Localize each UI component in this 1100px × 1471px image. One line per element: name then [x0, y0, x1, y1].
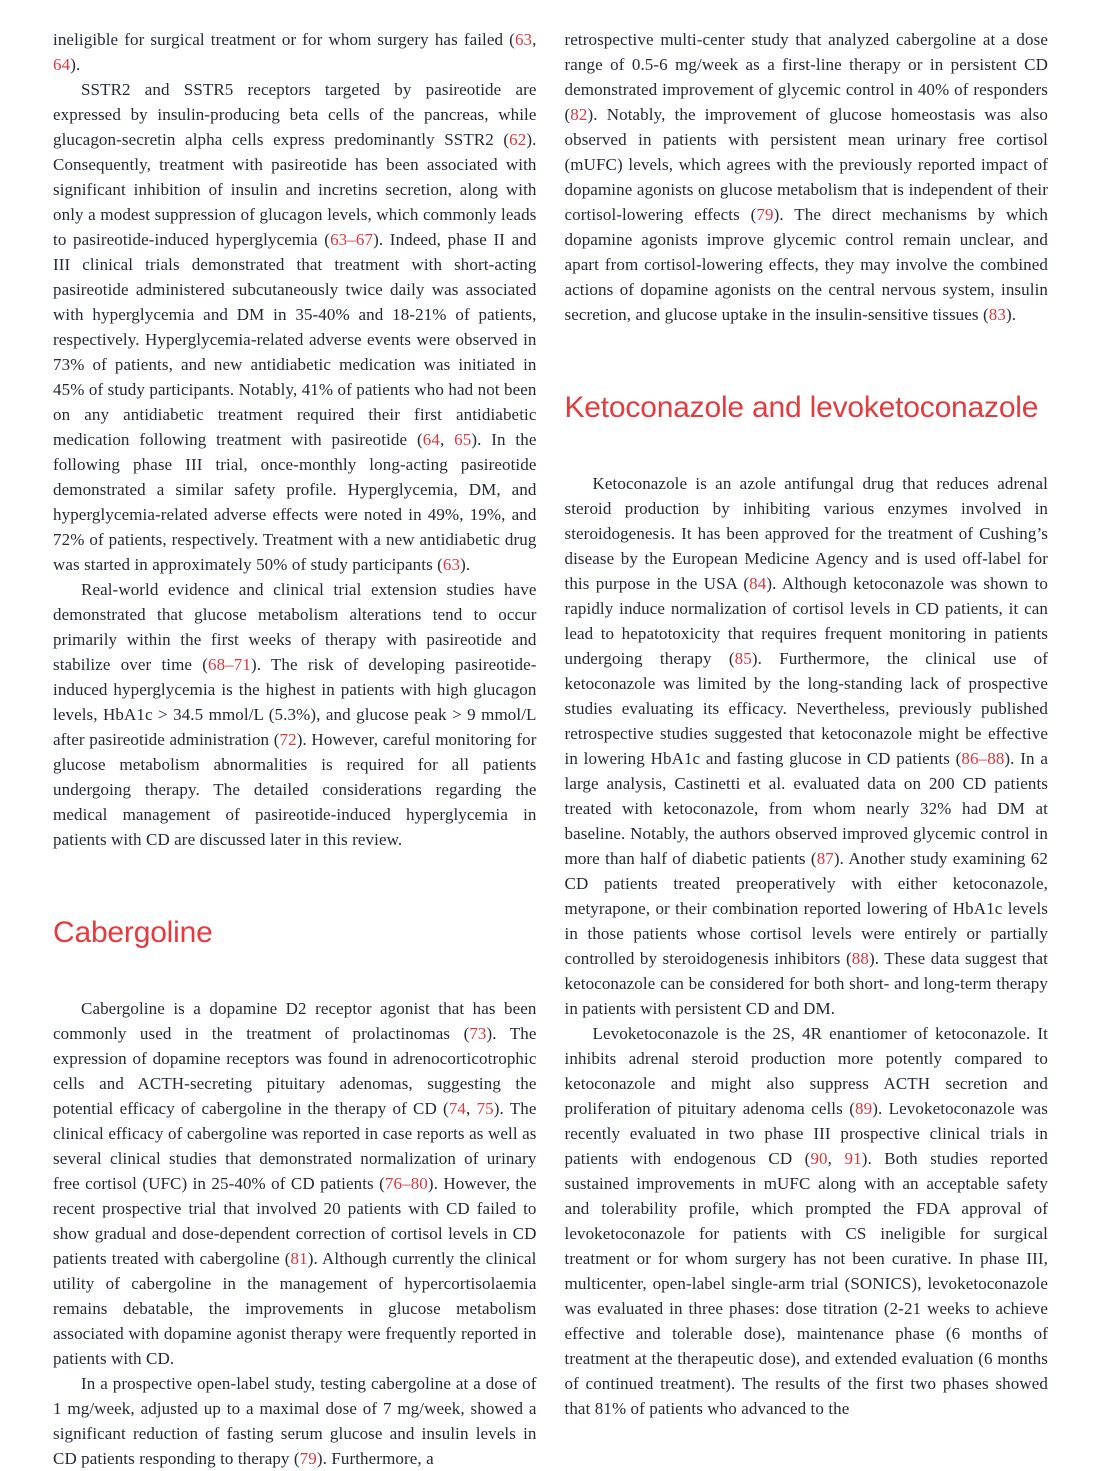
paragraph: SSTR2 and SSTR5 receptors targeted by pasireotide are expressed by insulin-producing beta cells of the pancreas, while glucagon-secretin alpha cells express predominantly SSTR2 (62). Consequently, treatment with pasireotide has been associated with significant inhibition of insulin and incretins secretion, along with only a modest suppression of glucagon levels, which commonly leads to pasireotide-induced hyperglycemia (63–67). Indeed, phase II and III clinical trials demonstrated that treatment with short-acting pasireotide administered subcutaneously twice daily was associated with hyperglycemia and DM in 35-40% and 18-21% of patients, respectively. Hyperglycemia-related adverse events were observed in 73% of patients, and new antidiabetic medication was initiated in 45% of study participants. Notably, 41% of patients who had not been on any antidiabetic treatment required their first antidiabetic medication following treatment with pasireotide (64, 65). In the following phase III trial, once-monthly long-acting pasireotide demonstrated a similar safety profile. Hyperglycemia, DM, and hyperglycemia-related adverse effects were noted in 49%, 19%, and 72% of patients, respectively. Treatment with a new antidiabetic drug was started in approximately 50% of study participants (63).: [53, 80, 537, 574]
citation-link[interactable]: 75: [476, 1099, 494, 1118]
citation-link[interactable]: 65: [454, 430, 472, 449]
paragraph-continuation: retrospective multi-center study that analyzed cabergoline at a dose range of 0.5-6 mg/week as a first-line therapy or in persistent CD demonstrated improvement of glycemic control in 40% of responders (82). Notably, the improvement of glucose homeostasis was also observed in patients with persistent mean urinary free cortisol (mUFC) levels, which agrees with the previously reported impact of dopamine agonists on glucose metabolism that is independent of their cortisol-lowering effects (79). The direct mechanisms by which dopamine agonists improve glycemic control remain unclear, and apart from cortisol-lowering effects, they may involve the combined actions of dopamine agonists on the central nervous system, insulin secretion, and glucose uptake in the insulin-sensitive tissues (83).: [564, 30, 1048, 324]
paragraph: Levoketoconazole is the 2S, 4R enantiomer of ketoconazole. It inhibits adrenal steroid production more potently compared to ketoconazole and might also suppress ACTH secretion and proliferation of pituitary adenoma cells (89). Levoketoconazole was recently evaluated in two phase III prospective clinical trials in patients with endogenous CD (90, 91). Both studies reported sustained improvements in mUFC along with an acceptable safety and tolerability profile, which prompted the FDA approval of levoketoconazole for patients with CS ineligible for surgical treatment or for whom surgery has not been curative. In phase III, multicenter, open-label single-arm trial (SONICS), levoketoconazole was evaluated in three phases: dose titration (2-21 weeks to achieve effective and tolerable dose), maintenance phase (6 months of treatment at the therapeutic dose), and extended evaluation (6 months of continued treatment). The results of the first two phases showed that 81% of patients who advanced to the: [564, 1024, 1049, 1418]
citation-link[interactable]: 72: [279, 730, 297, 749]
citation-link[interactable]: 76–80: [384, 1174, 428, 1193]
citation-link[interactable]: 88: [851, 949, 869, 968]
citation-link[interactable]: 82: [570, 105, 588, 124]
citation-link[interactable]: 87: [816, 849, 834, 868]
citation-link[interactable]: 79: [756, 205, 774, 224]
citation-link[interactable]: 63: [442, 555, 461, 574]
citation-link[interactable]: 83: [988, 305, 1006, 324]
paragraph: In a prospective open-label study, testing cabergoline at a dose of 1 mg/week, adjusted up to a maximal dose of 7 mg/week, showed a significant reduction of fasting serum glucose and insulin levels in CD patients responding to therapy (79). Furthermore, a: [53, 1374, 537, 1468]
left-column: [53, 27, 537, 1471]
two-column-layout: [53, 27, 1048, 1471]
paragraph: Cabergoline is a dopamine D2 receptor agonist that has been commonly used in the treatment of prolactinomas (73). The expression of dopamine receptors was found in adrenocorticotrophic cells and ACTH-secreting pituitary adenomas, suggesting the potential efficacy of cabergoline in the therapy of CD (74, 75). The clinical efficacy of cabergoline was reported in case reports as well as several clinical studies that demonstrated normalization of urinary free cortisol (UFC) in 25-40% of CD patients (76–80). However, the recent prospective trial that involved 20 patients with CD failed to show gradual and dose-dependent correction of cortisol levels in CD patients treated with cabergoline (81). Although currently the clinical utility of cabergoline in the management of hypercortisolaemia remains debatable, the improvements in glucose metabolism associated with dopamine agonist therapy were frequently reported in patients with CD.: [53, 999, 537, 1368]
citation-link[interactable]: 64: [53, 55, 71, 74]
section-heading-cabergoline: Cabergoline: [53, 916, 213, 949]
citation-link[interactable]: 85: [734, 649, 752, 668]
citation-link[interactable]: 89: [854, 1099, 873, 1118]
citation-link[interactable]: 63–67: [330, 230, 374, 249]
citation-link[interactable]: 68–71: [207, 655, 251, 674]
right-column: [565, 27, 1049, 1471]
citation-link[interactable]: 62: [509, 130, 527, 149]
citation-link[interactable]: 84: [749, 574, 767, 593]
section-heading-ketoconazole: Ketoconazole and levoketoconazole: [564, 391, 1039, 424]
citation-link[interactable]: 63: [514, 30, 533, 49]
citation-link[interactable]: 91: [844, 1149, 862, 1168]
paragraph: Ketoconazole is an azole antifungal drug that reduces adrenal steroid production by inhibiting various enzymes involved in steroidogenesis. It has been approved for the treatment of Cushing’s disease by the European Medicine Agency and is used off-label for this purpose in the USA (84). Although ketoconazole was shown to rapidly induce normalization of cortisol levels in CD patients, it can lead to hepatotoxicity that requires frequent monitoring in patients undergoing therapy (85). Furthermore, the clinical use of ketoconazole was limited by the long-standing lack of prospective studies evaluating its efficacy. Nevertheless, previously published retrospective studies suggested that ketoconazole might be effective in lowering HbA1c and fasting glucose in CD patients (86–88). In a large analysis, Castinetti et al. evaluated data on 200 CD patients treated with ketoconazole, from whom nearly 32% had DM at baseline. Notably, the authors observed improved glycemic control in more than half of diabetic patients (87). Another study examining 62 CD patients treated preoperatively with either ketoconazole, metyrapone, or their combination reported lowering of HbA1c levels in those patients whose cortisol levels were entirely or partially controlled by steroidogenesis inhibitors (88). These data suggest that ketoconazole can be considered for both short- and long-term therapy in patients with persistent CD and DM.: [564, 474, 1048, 1018]
citation-link[interactable]: 74: [448, 1099, 467, 1118]
citation-link[interactable]: 81: [290, 1249, 308, 1268]
citation-link[interactable]: 64: [422, 430, 440, 449]
citation-link[interactable]: 73: [469, 1024, 487, 1043]
citation-link[interactable]: 79: [299, 1449, 317, 1468]
citation-link[interactable]: 90: [810, 1149, 828, 1168]
paragraph: Real-world evidence and clinical trial extension studies have demonstrated that glucose metabolism alterations tend to occur primarily within the first weeks of therapy with pasireotide and stabilize over time (68–71). The risk of developing pasireotide-induced hyperglycemia is the highest in patients with high glucagon levels, HbA1c > 34.5 mmol/L (5.3%), and glucose peak > 9 mmol/L after pasireotide administration (72). However, careful monitoring for glucose metabolism abnormalities is required for all patients undergoing therapy. The detailed considerations regarding the medical management of pasireotide-induced hyperglycemia in patients with CD are discussed later in this review.: [53, 580, 537, 849]
paragraph-continuation: ineligible for surgical treatment or for whom surgery has failed (63, 64).: [53, 30, 537, 74]
citation-link[interactable]: 86–88: [961, 749, 1005, 768]
